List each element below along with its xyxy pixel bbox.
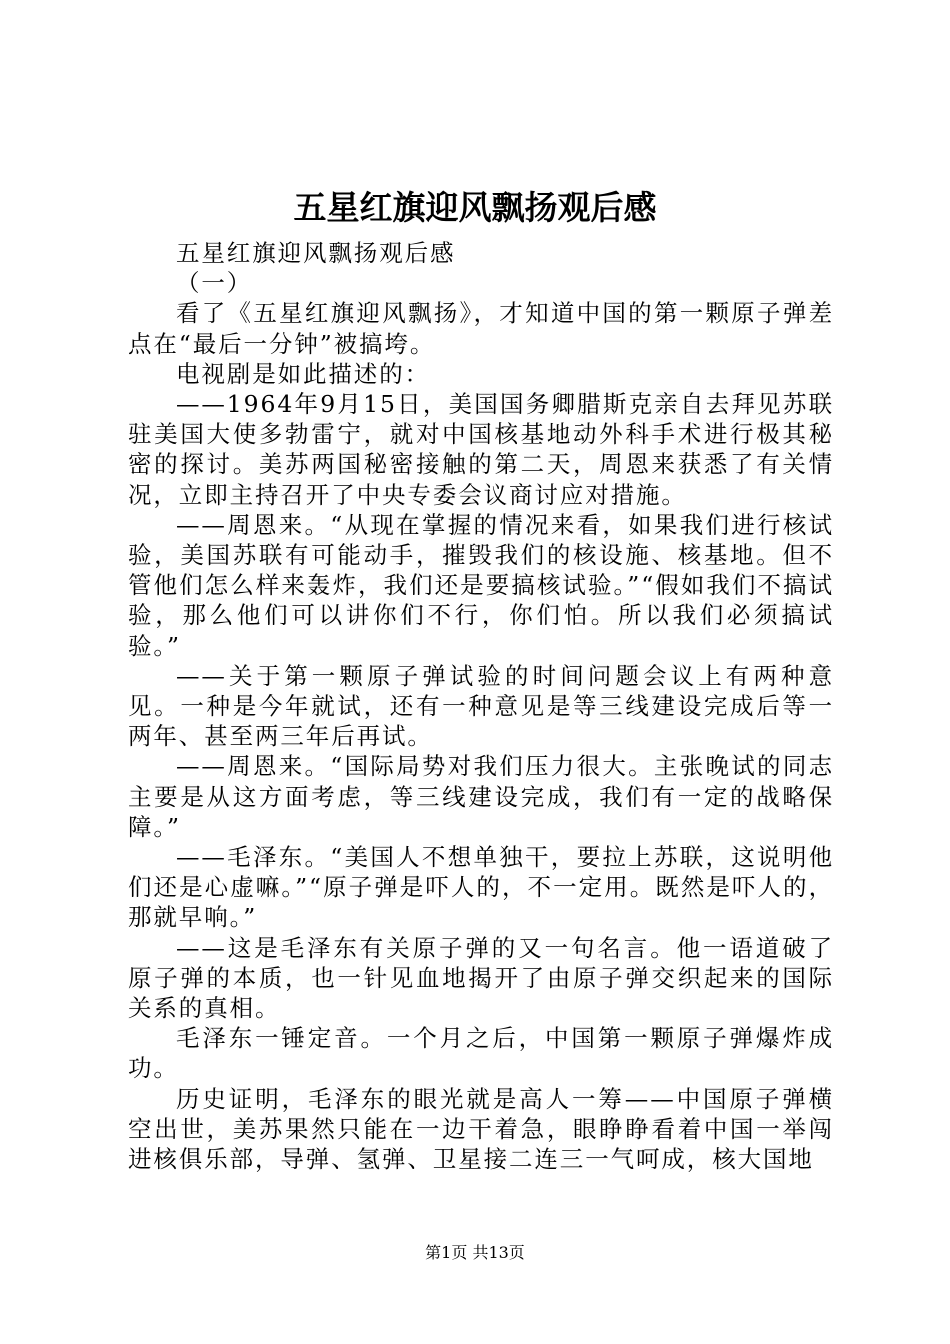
page-footer: 第1页 共13页 (425, 1243, 525, 1262)
document-body (128, 238, 834, 1174)
paragraph: 毛泽东一锤定音。一个月之后，中国第一颗原子弹爆炸成功。 (128, 1024, 834, 1083)
paragraph: 五星红旗迎风飘扬观后感 (176, 239, 456, 267)
paragraph: 看了《五星红旗迎风飘扬》，才知道中国的第一颗原子弹差点在“最后一分钟”被搞垮。 (128, 299, 834, 358)
paragraph: ——周恩来。“从现在掌握的情况来看，如果我们进行核试验，美国苏联有可能动手，摧毁我们的核设施、核基地。但不管他们怎么样来轰炸，我们还是要搞核试验。”“假如我们不搞试验，那么他们可以讲你们不行，你们怕。所以我们必须搞试验。” (128, 510, 834, 660)
paragraph: 历史证明，毛泽东的眼光就是高人一筹——中国原子弹横空出世，美苏果然只能在一边干着急，眼睁睁看着中国一举闯进核俱乐部，导弹、氢弹、卫星接二连三一气呵成，核大国地 (128, 1084, 834, 1174)
paragraph: ——毛泽东。“美国人不想单独干，要拉上苏联，这说明他们还是心虚嘛。”“原子弹是吓人的，不一定用。既然是吓人的，那就早响。” (128, 843, 834, 932)
paragraph: （一） (176, 269, 253, 298)
document-title: 五星红旗迎风飘扬观后感 (293, 188, 657, 227)
paragraph: ——这是毛泽东有关原子弹的又一句名言。他一语道破了原子弹的本质，也一针见血地揭开了由原子弹交织起来的国际关系的真相。 (128, 933, 834, 1023)
paragraph: ——1964年9月15日，美国国务卿腊斯克亲自去拜见苏联驻美国大使多勃雷宁，就对中国核基地动外科手术进行极其秘密的探讨。美苏两国秘密接触的第二天，周恩来获悉了有关情况，立即主持召开了中央专委会议商讨应对措施。 (128, 390, 834, 509)
paragraph: 电视剧是如此描述的： (176, 359, 430, 388)
paragraph: ——关于第一颗原子弹试验的时间问题会议上有两种意见。一种是今年就试，还有一种意见是等三线建设完成后等一两年、甚至两三年后再试。 (128, 661, 834, 751)
paragraph: ——周恩来。“国际局势对我们压力很大。主张晚试的同志主要是从这方面考虑，等三线建设完成，我们有一定的战略保障。” (128, 752, 834, 841)
